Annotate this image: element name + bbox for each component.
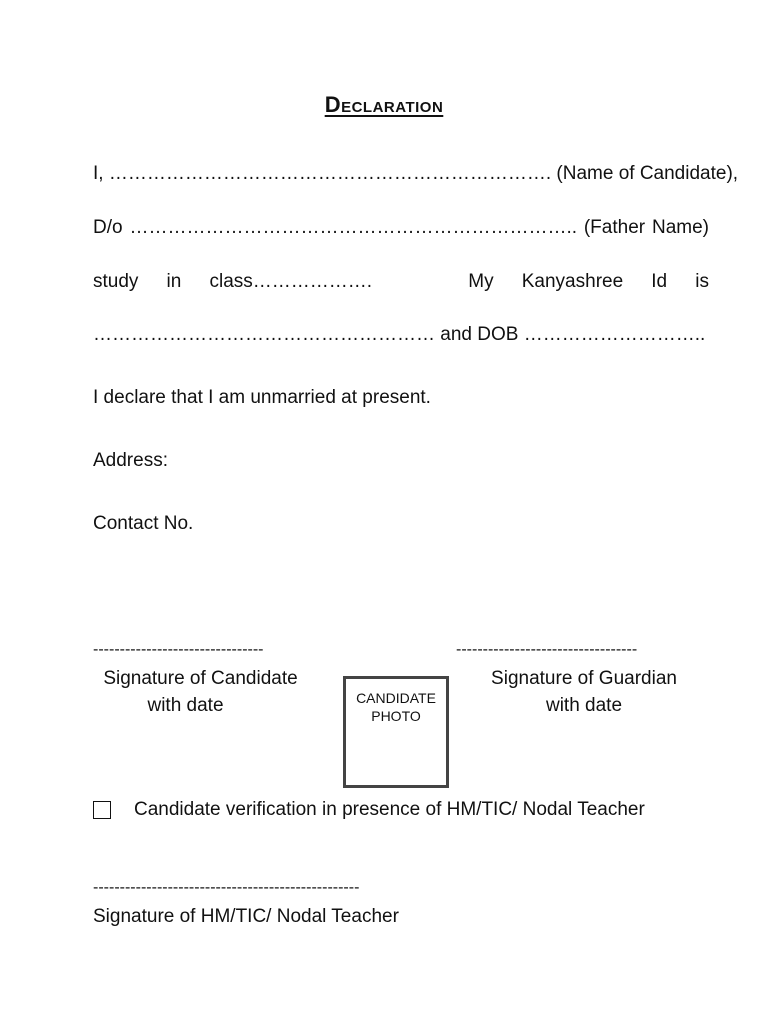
hm-signature-line: -------------------------------------------------- (93, 879, 360, 896)
name-line (93, 163, 739, 185)
address-label: Address: (93, 450, 168, 471)
class-line (93, 271, 709, 293)
name-prefix: I, (93, 163, 109, 184)
father-prefix: D/o (93, 217, 123, 238)
father-suffix-2: Name) (651, 217, 709, 238)
class-word-kanyashree: Kanyashree (521, 271, 624, 292)
class-word-in: in (166, 271, 182, 292)
hm-signature-label: Signature of HM/TIC/ Nodal Teacher (93, 906, 399, 927)
id-dob-line (93, 324, 709, 346)
class-word-study: study (93, 271, 139, 292)
kanyashree-id-blank[interactable]: ……………………………………………… (93, 324, 435, 345)
candidate-photo-box[interactable] (343, 676, 449, 788)
father-suffix-1: (Father (583, 217, 646, 238)
dob-label: and DOB (435, 324, 524, 345)
guardian-signature-date: with date (545, 695, 623, 716)
guardian-signature-line: ---------------------------------- (456, 641, 638, 658)
guardian-signature-label (470, 665, 698, 719)
father-line (93, 217, 709, 239)
page-title-text: Declaration (324, 92, 444, 117)
verification-text: Candidate verification in presence of HM/TIC/ Nodal Teacher (134, 799, 645, 820)
candidate-signature-text: Signature of Candidate (103, 668, 298, 689)
name-line-text (93, 163, 738, 185)
class-word-my: My (468, 271, 494, 292)
candidate-signature-line: -------------------------------- (93, 641, 264, 658)
name-blank[interactable]: ……………………………………………………………. (108, 163, 552, 184)
name-suffix: (Name of Candidate), (551, 163, 739, 184)
class-blank[interactable]: class………………. (209, 271, 373, 292)
candidate-signature-date: with date (147, 695, 224, 716)
class-word-id: Id (651, 271, 668, 292)
photo-label-1: CANDIDATE (356, 690, 436, 706)
dob-blank[interactable]: ……………………….. (523, 324, 706, 345)
page-title (0, 92, 768, 118)
photo-label-2: PHOTO (371, 708, 421, 724)
class-word-is: is (695, 271, 709, 292)
candidate-signature-label (93, 665, 308, 719)
father-blank[interactable]: …………………………………………………………….. (129, 217, 577, 238)
unmarried-declaration: I declare that I am unmarried at present. (93, 387, 431, 408)
guardian-signature-text: Signature of Guardian (491, 668, 677, 689)
verification-checkbox[interactable] (93, 801, 111, 819)
contact-label: Contact No. (93, 513, 194, 534)
class-gap (400, 271, 440, 293)
